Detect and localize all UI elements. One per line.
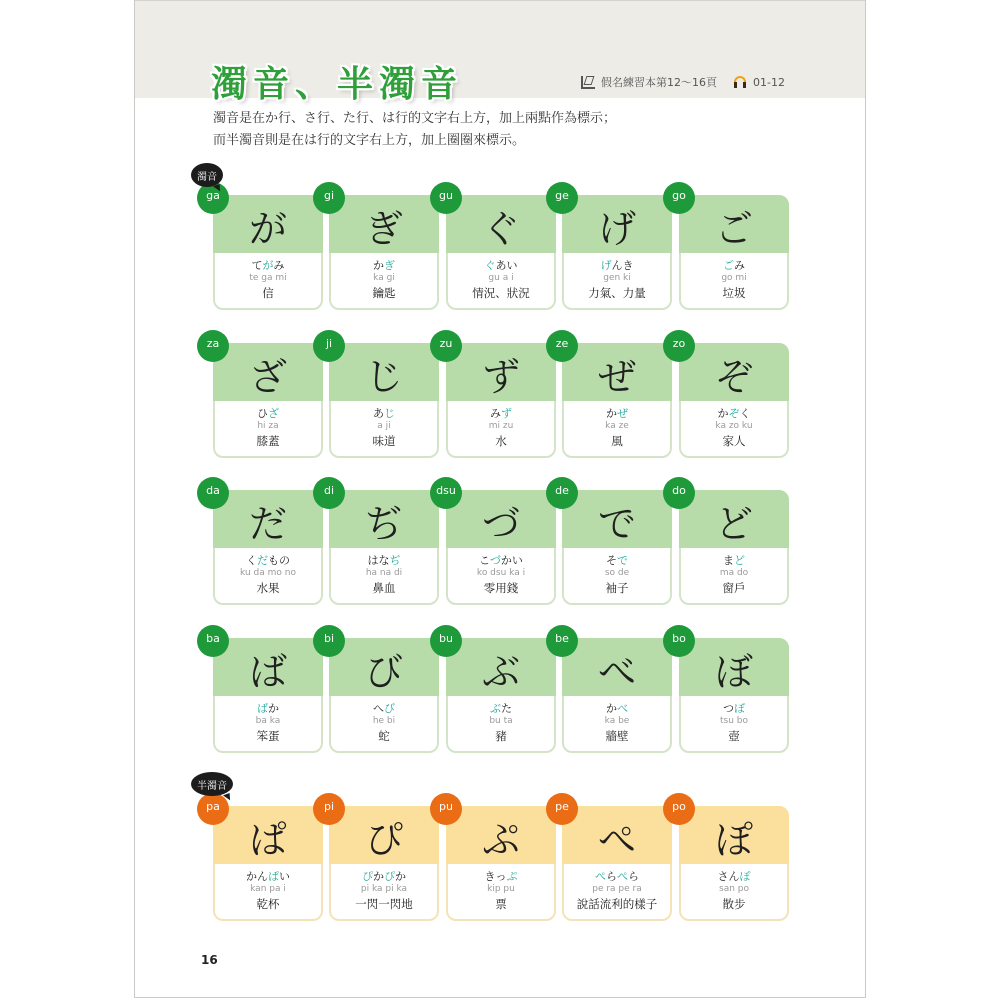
romaji-badge: pi xyxy=(313,793,345,825)
example-meaning: 力氣、力量 xyxy=(588,286,646,300)
romaji-badge: pe xyxy=(546,793,578,825)
example-word xyxy=(331,702,437,715)
kana-card-top xyxy=(329,806,439,864)
audio-track: 01-12 xyxy=(753,75,785,89)
example-reading: tsu bo xyxy=(719,716,748,726)
example-meaning: 水 xyxy=(495,434,507,448)
word-segment: て xyxy=(251,259,263,272)
kana-card-top xyxy=(329,490,439,548)
word-segment: かん xyxy=(246,870,268,883)
kana-card-ba xyxy=(206,631,323,753)
highlighted-kana: ご xyxy=(723,259,734,272)
kana-card-pi xyxy=(323,799,439,921)
kana-card-top xyxy=(562,195,672,253)
example-word xyxy=(681,870,787,883)
highlighted-kana: ぺ xyxy=(595,870,606,883)
word-segment: はな xyxy=(367,554,390,567)
word-segment: か xyxy=(717,407,729,420)
kana-card-ge xyxy=(555,188,672,310)
example-meaning: 信 xyxy=(262,286,274,300)
kana-card-top xyxy=(562,490,672,548)
word-segment: へ xyxy=(373,702,384,715)
kana-character: ぴ xyxy=(364,817,403,862)
example-word xyxy=(681,259,787,272)
kana-card-zo xyxy=(672,336,789,458)
example-meaning: 情況、狀況 xyxy=(472,286,530,300)
romaji-badge: bu xyxy=(430,625,462,657)
example-reading: ha na di xyxy=(365,568,403,578)
word-segment: こ xyxy=(479,554,490,567)
example-word xyxy=(448,407,554,420)
kana-card-top xyxy=(213,638,323,696)
kana-card-top xyxy=(329,343,439,401)
word-segment: ま xyxy=(723,554,734,567)
kana-character: だ xyxy=(248,501,287,546)
example-word xyxy=(331,554,437,567)
highlighted-kana: だ xyxy=(257,554,268,567)
example-meaning: 牆壁 xyxy=(605,729,629,743)
highlighted-kana: ぴ xyxy=(384,870,395,883)
example-meaning: 窗戶 xyxy=(722,581,746,595)
romaji-badge: da xyxy=(197,477,229,509)
example-meaning: 蛇 xyxy=(378,729,390,743)
kana-card-top xyxy=(446,490,556,548)
example-reading: a ji xyxy=(377,421,391,431)
kana-card-top xyxy=(446,638,556,696)
highlighted-kana: じ xyxy=(384,407,395,420)
example-meaning: 膝蓋 xyxy=(256,434,280,448)
highlighted-kana: ぐ xyxy=(484,259,496,272)
highlighted-kana: ぱ xyxy=(268,870,279,883)
example-reading: te ga mi xyxy=(249,273,287,283)
example-reading: pi ka pi ka xyxy=(360,884,408,894)
romaji-badge: za xyxy=(197,330,229,362)
example-meaning: 票 xyxy=(495,897,507,911)
romaji-badge: ge xyxy=(546,182,578,214)
example-reading: so de xyxy=(604,568,630,578)
reference-info xyxy=(581,74,785,90)
example-word xyxy=(215,554,321,567)
example-meaning: 鑰匙 xyxy=(372,286,396,300)
kana-card-za xyxy=(206,336,323,458)
kana-character: ぼ xyxy=(714,649,753,694)
word-segment: か xyxy=(606,702,617,715)
example-reading: he bi xyxy=(372,716,396,726)
word-segment: そ xyxy=(606,554,617,567)
example-reading: hi za xyxy=(257,421,279,431)
kana-card-ze xyxy=(555,336,672,458)
example-reading: kip pu xyxy=(487,884,515,894)
kana-character: げ xyxy=(597,206,636,251)
kana-card-pa xyxy=(206,799,323,921)
highlighted-kana: ず xyxy=(501,407,512,420)
kana-character: ぎ xyxy=(364,206,403,251)
word-segment: み xyxy=(490,407,501,420)
handakuon-label-bubble: 半濁音 xyxy=(191,772,233,796)
word-segment: か xyxy=(373,259,384,272)
highlighted-kana: ぎ xyxy=(384,259,395,272)
kana-character: び xyxy=(364,649,403,694)
kana-character: づ xyxy=(481,501,520,546)
kana-card-bi xyxy=(323,631,439,753)
example-word xyxy=(215,407,321,420)
kana-card-go xyxy=(672,188,789,310)
kana-character: ぺ xyxy=(597,817,636,862)
kana-character: ず xyxy=(481,354,520,399)
example-meaning: 一閃一閃地 xyxy=(355,897,413,911)
example-reading: ku da mo no xyxy=(240,568,296,578)
romaji-badge: pu xyxy=(430,793,462,825)
example-reading: go mi xyxy=(721,273,747,283)
kana-card-top xyxy=(213,343,323,401)
romaji-badge: dsu xyxy=(430,477,462,509)
example-meaning: 壺 xyxy=(728,729,740,743)
example-meaning: 鼻血 xyxy=(372,581,396,595)
highlighted-kana: ぜ xyxy=(617,407,628,420)
kana-card-de xyxy=(555,483,672,605)
kana-card-po xyxy=(672,799,789,921)
word-segment: もの xyxy=(268,554,290,567)
example-reading: kan pa i xyxy=(250,884,286,894)
highlighted-kana: ぼ xyxy=(734,702,745,715)
kana-character: ぷ xyxy=(481,817,520,862)
word-segment: あ xyxy=(373,407,384,420)
kana-card-top xyxy=(213,806,323,864)
word-segment: つ xyxy=(723,702,734,715)
example-reading: gen ki xyxy=(603,273,631,283)
word-segment: み xyxy=(734,259,745,272)
word-segment: さん xyxy=(717,870,740,883)
word-segment: ら xyxy=(606,870,617,883)
word-segment: あい xyxy=(495,259,518,272)
romaji-badge: bo xyxy=(663,625,695,657)
word-segment: ら xyxy=(628,870,639,883)
word-segment: きっ xyxy=(484,870,507,883)
example-meaning: 風 xyxy=(611,434,623,448)
highlighted-kana: ど xyxy=(734,554,745,567)
example-word xyxy=(681,554,787,567)
kana-card-bu xyxy=(439,631,556,753)
kana-character: べ xyxy=(597,649,636,694)
example-reading: ko dsu ka i xyxy=(476,568,526,578)
example-word xyxy=(215,702,321,715)
example-meaning: 味道 xyxy=(372,434,396,448)
kana-character: ぐ xyxy=(481,206,520,251)
kana-character: ぢ xyxy=(364,501,403,546)
romaji-badge: di xyxy=(313,477,345,509)
highlighted-kana: ぶ xyxy=(490,702,501,715)
example-reading: ka ze xyxy=(605,421,629,431)
example-meaning: 袖子 xyxy=(605,581,629,595)
example-meaning: 乾杯 xyxy=(256,897,280,911)
highlighted-kana: が xyxy=(262,259,274,272)
romaji-badge: zo xyxy=(663,330,695,362)
highlighted-kana: び xyxy=(384,702,395,715)
example-word xyxy=(331,259,437,272)
romaji-badge: ji xyxy=(313,330,345,362)
highlighted-kana: ざ xyxy=(268,407,279,420)
word-segment: んき xyxy=(611,259,634,272)
kana-card-ji xyxy=(325,336,439,458)
romaji-badge: gi xyxy=(313,182,345,214)
example-meaning: 笨蛋 xyxy=(256,729,280,743)
example-reading: ka gi xyxy=(373,273,395,283)
kana-card-top xyxy=(446,195,556,253)
kana-card-top xyxy=(562,638,672,696)
word-segment: み xyxy=(273,259,285,272)
highlighted-kana: で xyxy=(617,554,628,567)
headphones-icon xyxy=(733,76,747,89)
example-meaning: 零用錢 xyxy=(483,581,519,595)
romaji-badge: ga xyxy=(197,182,229,214)
example-meaning: 家人 xyxy=(722,434,746,448)
highlighted-kana: ぞ xyxy=(728,407,740,420)
word-segment: く xyxy=(739,407,751,420)
romaji-badge: do xyxy=(663,477,695,509)
kana-character: が xyxy=(248,206,287,251)
kana-card-gi xyxy=(323,188,439,310)
highlighted-kana: べ xyxy=(617,702,628,715)
word-segment: く xyxy=(246,554,257,567)
example-reading: pe ra pe ra xyxy=(592,884,642,894)
kana-card-ga xyxy=(206,188,323,310)
highlighted-kana: づ xyxy=(489,554,501,567)
romaji-badge: gu xyxy=(430,182,462,214)
example-word xyxy=(448,259,554,272)
kana-card-pe xyxy=(555,799,672,921)
kana-card-pu xyxy=(439,799,556,921)
kana-card-be xyxy=(555,631,672,753)
page-number: 16 xyxy=(201,953,218,967)
highlighted-kana: ぷ xyxy=(506,870,518,883)
example-word xyxy=(564,259,670,272)
kana-character: ぽ xyxy=(714,817,753,862)
kana-card-dsu xyxy=(436,483,556,605)
highlighted-kana: げ xyxy=(600,259,612,272)
example-word xyxy=(681,407,787,420)
kana-card-top xyxy=(329,638,439,696)
kana-character: で xyxy=(597,501,636,546)
example-word xyxy=(215,870,321,883)
example-word xyxy=(564,870,670,883)
romaji-badge: ba xyxy=(197,625,229,657)
example-reading: ma do xyxy=(719,568,749,578)
kana-card-top xyxy=(562,343,672,401)
intro-line-1: 濁音是在か行、さ行、た行、は行的文字右上方，加上兩點作為標示； xyxy=(213,111,617,126)
example-reading: ka zo ku xyxy=(715,421,753,431)
kana-character: ぞ xyxy=(714,354,753,399)
word-segment: か xyxy=(373,870,384,883)
kana-card-top xyxy=(679,343,789,401)
workbook-reference: 假名練習本第12～16頁 xyxy=(601,76,718,89)
word-segment: ひ xyxy=(257,407,268,420)
kana-card-top xyxy=(679,490,789,548)
example-word xyxy=(448,554,554,567)
example-reading: ka be xyxy=(604,716,630,726)
kana-character: ざ xyxy=(248,354,287,399)
kana-card-top xyxy=(329,195,439,253)
example-word xyxy=(448,870,554,883)
dakuon-label-bubble: 濁音 xyxy=(191,163,223,187)
kana-card-top xyxy=(213,490,323,548)
kana-card-zu xyxy=(439,336,556,458)
highlighted-kana: ぺ xyxy=(617,870,628,883)
kana-character: ば xyxy=(248,649,287,694)
example-reading: gu a i xyxy=(488,273,514,283)
example-word xyxy=(564,702,670,715)
example-reading: mi zu xyxy=(488,421,514,431)
example-word xyxy=(215,259,321,272)
example-reading: bu ta xyxy=(489,716,513,726)
word-segment: た xyxy=(501,702,512,715)
example-word xyxy=(681,702,787,715)
example-word xyxy=(448,702,554,715)
romaji-badge: zu xyxy=(430,330,462,362)
kana-card-top xyxy=(562,806,672,864)
kana-character: ぜ xyxy=(597,354,636,399)
example-reading: san po xyxy=(719,884,749,894)
word-segment: かい xyxy=(500,554,523,567)
example-meaning: 說話流利的樣子 xyxy=(576,897,658,911)
kana-character: ど xyxy=(714,501,753,546)
romaji-badge: de xyxy=(546,477,578,509)
kana-card-di xyxy=(323,483,439,605)
word-segment: か xyxy=(395,870,406,883)
page-title: 濁音、半濁音 xyxy=(211,63,464,105)
example-word xyxy=(331,407,437,420)
romaji-badge: pa xyxy=(197,793,229,825)
romaji-badge: be xyxy=(546,625,578,657)
word-segment: い xyxy=(279,870,290,883)
kana-card-do xyxy=(672,483,789,605)
highlighted-kana: ば xyxy=(257,702,268,715)
kana-card-gu xyxy=(439,188,556,310)
example-reading: ba ka xyxy=(255,716,281,726)
romaji-badge: po xyxy=(663,793,695,825)
workbook-icon xyxy=(581,76,595,89)
romaji-badge: bi xyxy=(313,625,345,657)
romaji-badge: ze xyxy=(546,330,578,362)
example-meaning: 豬 xyxy=(495,729,507,743)
kana-character: ご xyxy=(714,206,753,251)
example-word xyxy=(331,870,437,883)
kana-card-top xyxy=(679,806,789,864)
romaji-badge: go xyxy=(663,182,695,214)
kana-character: ぱ xyxy=(248,817,287,862)
example-meaning: 水果 xyxy=(256,581,280,595)
kana-character: ぶ xyxy=(481,649,520,694)
kana-character: じ xyxy=(364,354,403,399)
example-meaning: 散步 xyxy=(722,897,746,911)
word-segment: か xyxy=(268,702,279,715)
example-word xyxy=(564,554,670,567)
intro-line-2: 而半濁音則是在は行的文字右上方，加上圈圈來標示。 xyxy=(213,133,526,148)
example-meaning: 垃圾 xyxy=(722,286,746,300)
kana-card-top xyxy=(679,195,789,253)
kana-card-bo xyxy=(672,631,789,753)
intro-text xyxy=(213,108,616,152)
kana-card-top xyxy=(446,806,556,864)
kana-card-top xyxy=(679,638,789,696)
textbook-page xyxy=(134,0,866,998)
kana-card-top xyxy=(213,195,323,253)
highlighted-kana: ぢ xyxy=(389,554,401,567)
highlighted-kana: ぴ xyxy=(362,870,373,883)
highlighted-kana: ぽ xyxy=(739,870,751,883)
kana-card-top xyxy=(446,343,556,401)
kana-card-da xyxy=(206,483,323,605)
word-segment: か xyxy=(606,407,617,420)
example-word xyxy=(564,407,670,420)
